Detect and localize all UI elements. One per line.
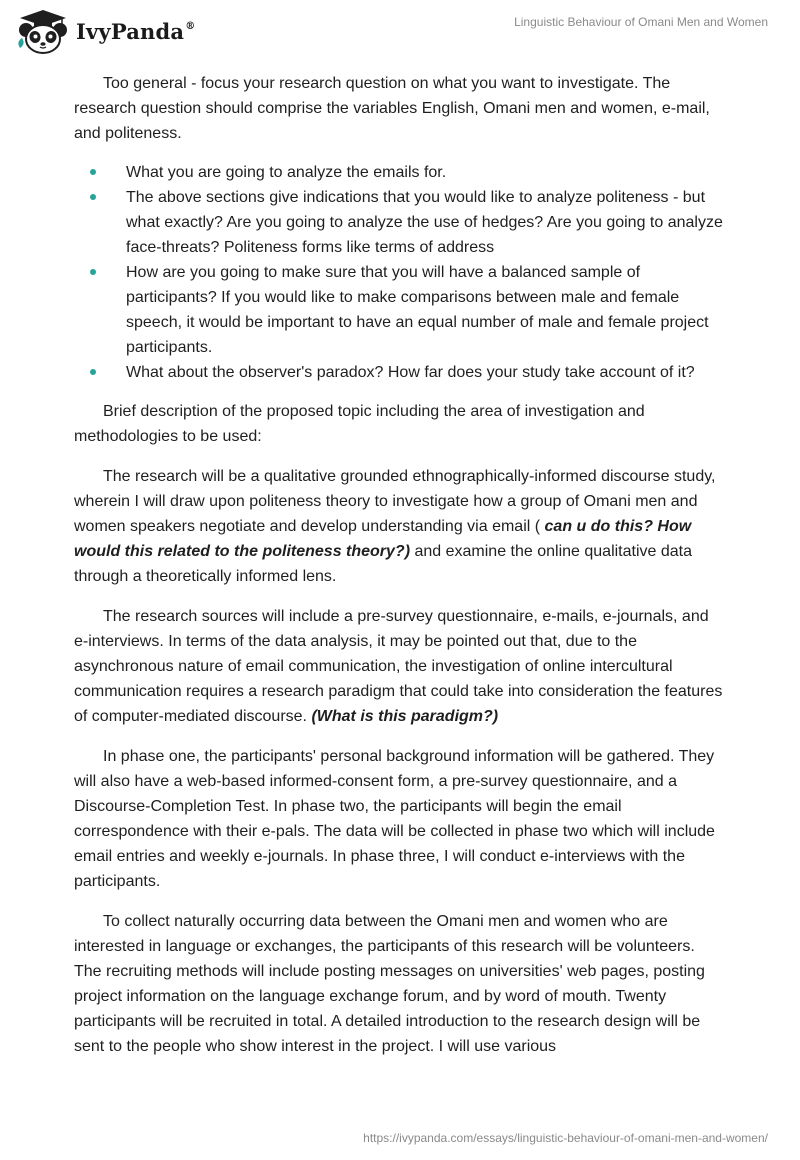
recruiting-paragraph: To collect naturally occurring data between the Omani men and women who are interested in language or exchanges, the participants of this research will be volunteers. The recruiting methods will include posting messages on universities' web pages, posting project information on the language exchange forum, and by word of mouth. Twenty participants will be recruited in total. A detailed introduction to the research design will be sent to the people who show interest in the project. I will use various	[74, 913, 705, 1055]
list-item: What you are going to analyze the emails for.	[126, 160, 726, 185]
sources-text: The research sources will include a pre-survey questionnaire, e-mails, e-journals, and e-interviews. In terms of the data analysis, it may be pointed out that, due to the asynchronous nature of email communication, the investigation of online intercultural communication requires a research paradigm that could take into consideration the features of computer-mediated discourse.	[74, 608, 723, 725]
phases-paragraph: In phase one, the participants' personal background information will be gathered. They will also have a web-based informed-consent form, a pre-survey questionnaire, and a Discourse-Completion Test. In phase two, the participants will begin the email correspondence with their e-pals. The data will be collected in phase two which will include email entries and weekly e-journals. In phase three, I will conduct e-interviews with the participants.	[74, 748, 715, 890]
panda-graduate-icon	[14, 8, 72, 54]
brand-text: IvyPanda	[76, 18, 185, 44]
list-item: What about the observer's paradox? How far does your study take account of it?	[126, 360, 726, 385]
list-item: The above sections give indications that you would like to analyze politeness - but what exactly? Are you going to analyze the use of hedges? Are you going to analyze face-threats? Politeness forms like terms of address	[126, 185, 726, 260]
research-paragraph	[74, 464, 726, 589]
source-url[interactable]: https://ivypanda.com/essays/linguistic-behaviour-of-omani-men-and-women/	[363, 1131, 768, 1145]
research-text-after: and examine the online qualitative data through a theoretically informed lens.	[74, 543, 693, 585]
sources-paragraph	[74, 604, 726, 729]
ivypanda-logo[interactable]	[14, 8, 195, 54]
essay-content	[74, 71, 726, 1074]
feedback-bullet-list	[74, 160, 726, 385]
intro-paragraph: Too general - focus your research question on what you want to investigate. The research question should comprise the variables English, Omani men and women, e-mail, and politeness.	[74, 75, 710, 142]
brief-description-heading: Brief description of the proposed topic including the area of investigation and methodologies to be used:	[74, 403, 645, 445]
registered-mark: ®	[185, 20, 196, 32]
reviewer-comment: (What is this paradigm?)	[311, 708, 499, 725]
list-item: How are you going to make sure that you will have a balanced sample of participants? If you would like to make comparisons between male and female speech, it would be important to have an equal number of male and female project participants.	[126, 260, 726, 360]
document-title: Linguistic Behaviour of Omani Men and Women	[514, 15, 768, 29]
brand-name	[76, 19, 195, 44]
page-header	[0, 0, 800, 64]
research-text-before: The research will be a qualitative grounded ethnographically-informed discourse study, wherein I will draw upon politeness theory to investigate how a group of Omani men and women speakers negotiate and develop understanding via email (	[74, 468, 716, 535]
reviewer-comment: can u do this? How would this related to the politeness theory?)	[74, 518, 692, 560]
